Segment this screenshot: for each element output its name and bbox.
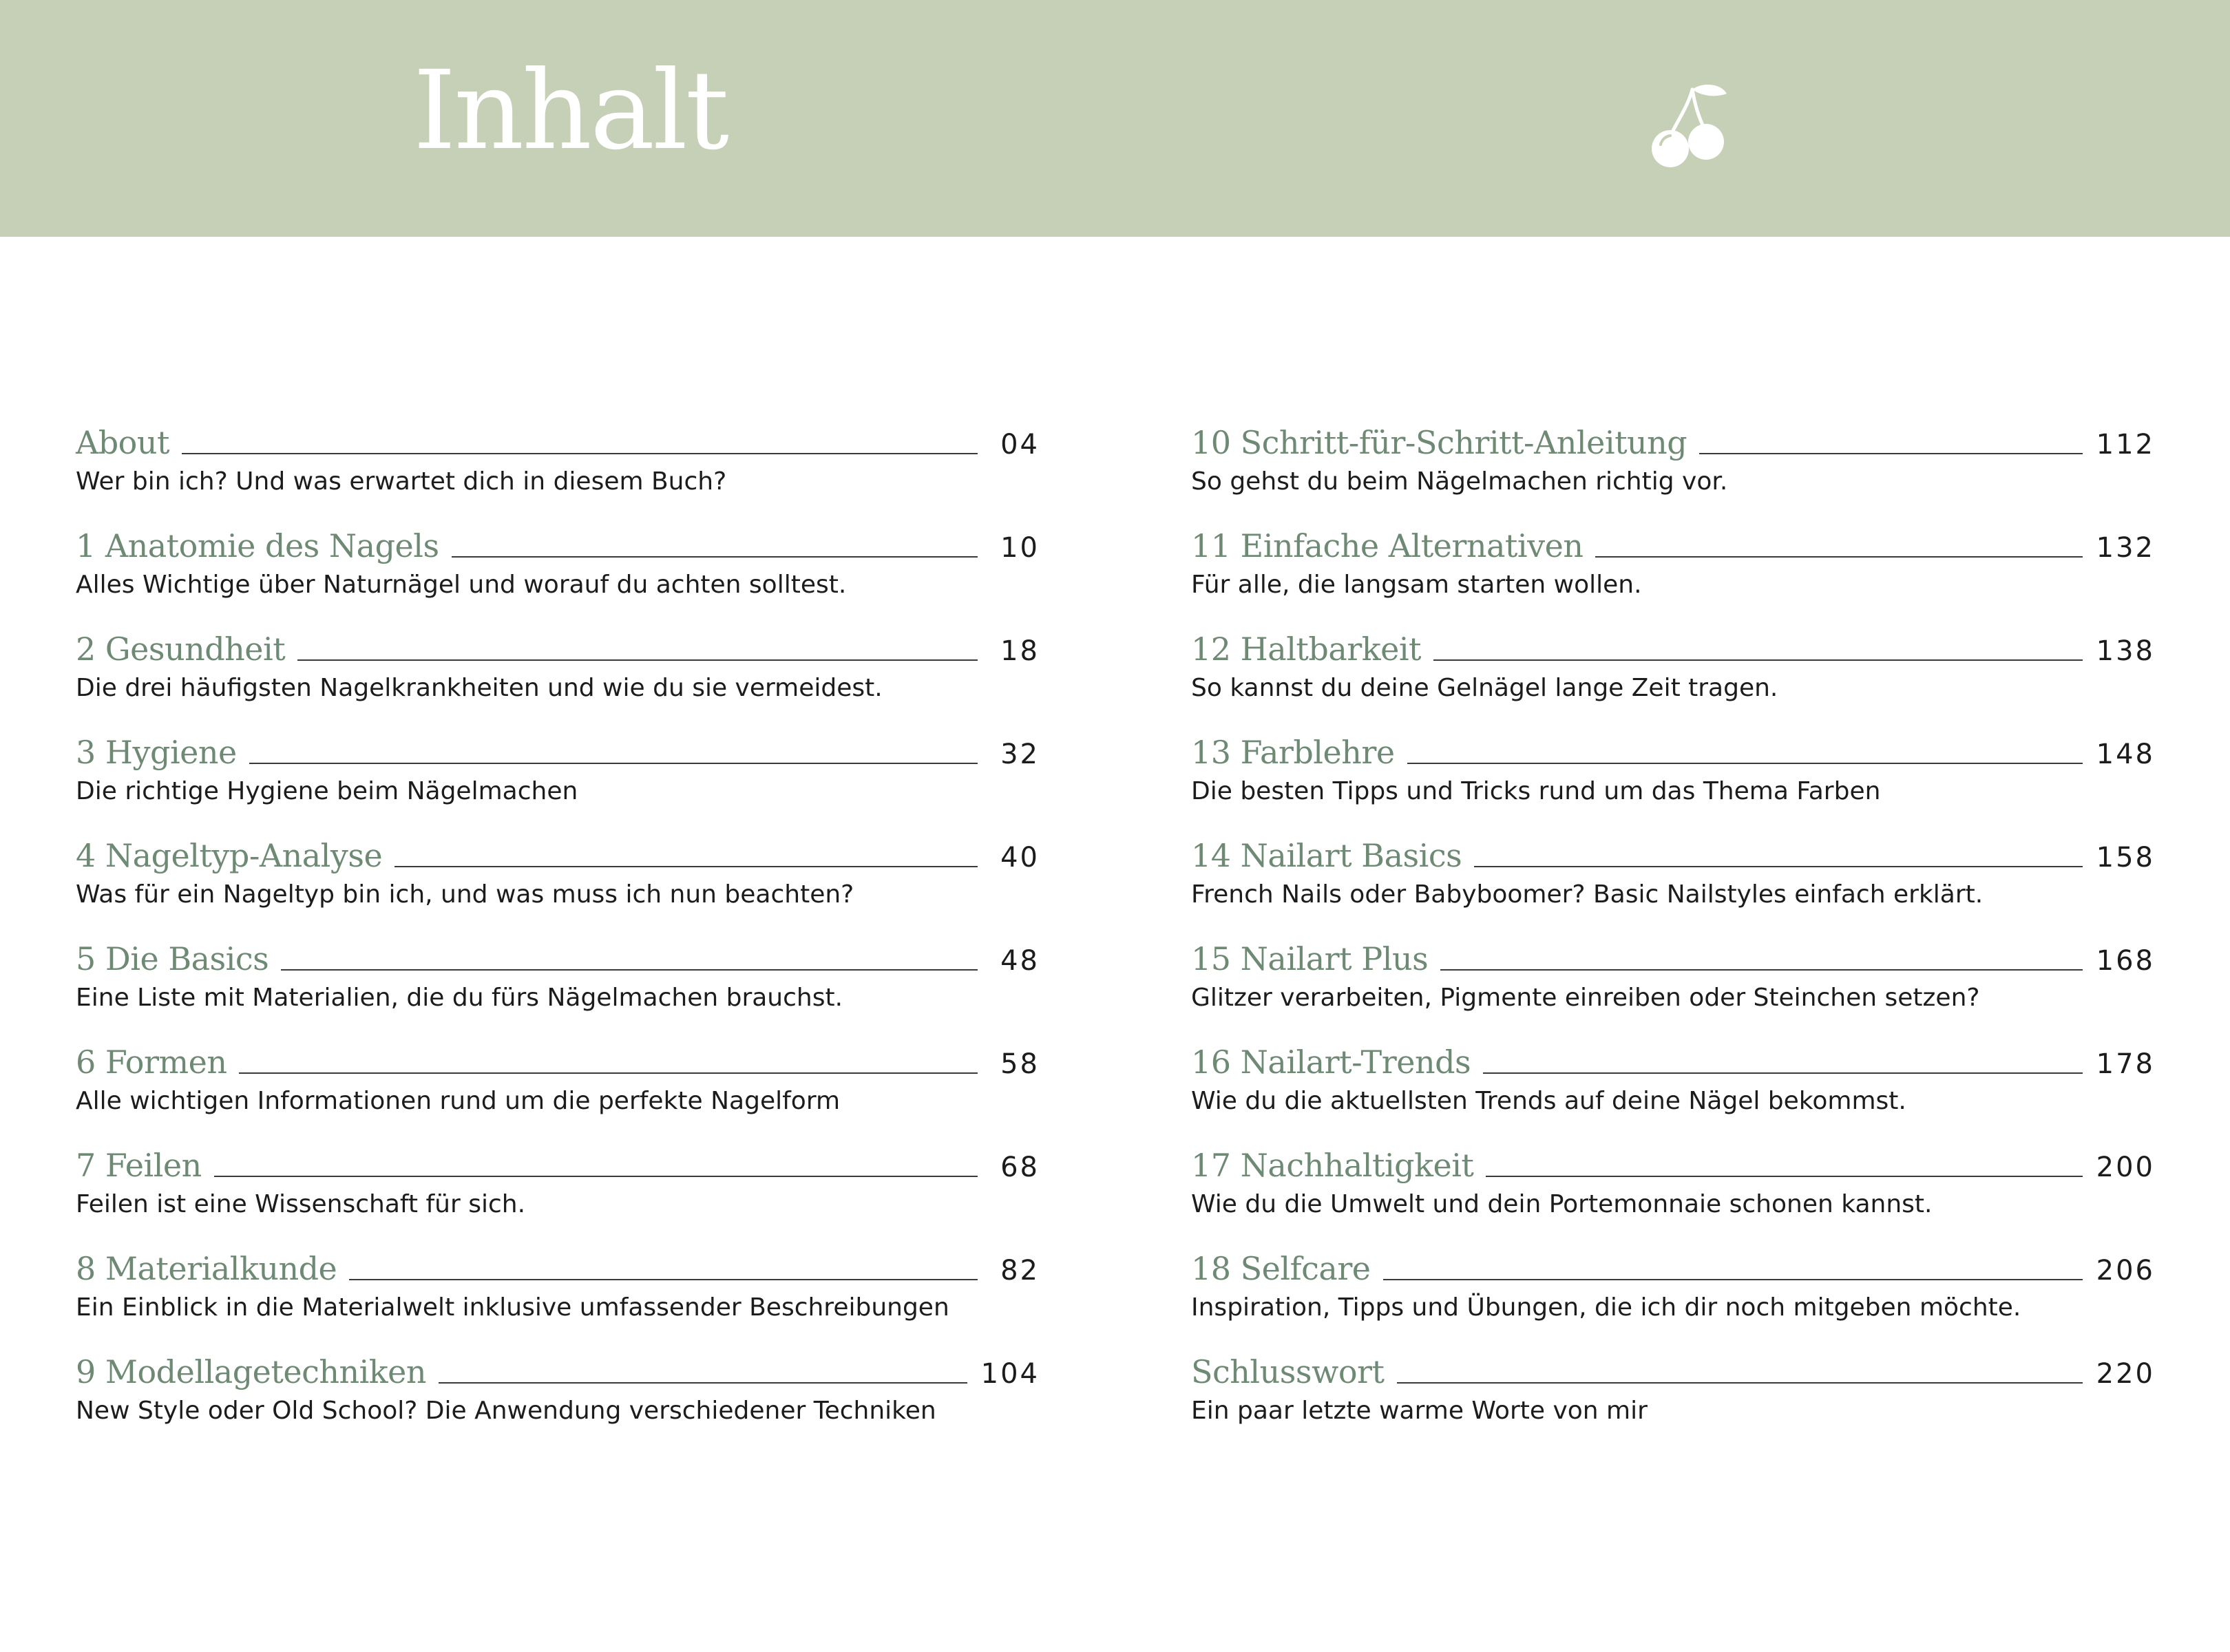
chapter-title: 1 Anatomie des Nagels xyxy=(76,527,439,564)
toc-entry[interactable] xyxy=(76,1133,1040,1236)
toc-entry[interactable] xyxy=(76,1030,1040,1133)
page-number: 04 xyxy=(1000,429,1040,460)
leader-line xyxy=(395,866,978,867)
chapter-description: Alles Wichtige über Naturnägel und worauf du achten solltest. xyxy=(76,571,847,599)
chapter-title: 5 Die Basics xyxy=(76,940,269,977)
toc-entry[interactable] xyxy=(76,720,1040,823)
toc-entry[interactable] xyxy=(1191,513,2155,617)
chapter-title: 13 Farblehre xyxy=(1191,734,1395,771)
toc-entry-heading-row xyxy=(76,1339,1040,1388)
chapter-description: Was für ein Nageltyp bin ich, und was muss ich nun beachten? xyxy=(76,880,854,909)
page-number: 104 xyxy=(980,1358,1040,1390)
toc-entry-heading-row xyxy=(76,720,1040,771)
page-number: 132 xyxy=(2096,532,2155,564)
chapter-title: 6 Formen xyxy=(76,1044,227,1081)
chapter-title: 14 Nailart Basics xyxy=(1191,837,1462,874)
toc-entry-heading-row xyxy=(76,1236,1040,1287)
leader-line xyxy=(1486,1176,2082,1177)
chapter-title: 4 Nageltyp-Analyse xyxy=(76,837,383,874)
chapter-description: So gehst du beim Nägelmachen richtig vor. xyxy=(1191,467,1728,496)
toc-column-left xyxy=(76,410,1040,1443)
page-number: 32 xyxy=(1000,739,1040,770)
chapter-title: 11 Einfache Alternativen xyxy=(1191,527,1584,564)
chapter-title: 2 Gesundheit xyxy=(76,631,286,668)
toc-entry[interactable] xyxy=(1191,1236,2155,1339)
toc-entry-heading-row xyxy=(1191,823,2155,874)
toc-entry-heading-row xyxy=(76,1030,1040,1081)
page-number: 200 xyxy=(2096,1152,2155,1183)
header-banner xyxy=(0,0,2230,237)
page-number: 112 xyxy=(2096,429,2155,460)
toc-entry[interactable] xyxy=(76,926,1040,1030)
toc-entry-heading-row xyxy=(1191,1030,2155,1081)
page-number: 168 xyxy=(2096,945,2155,977)
chapter-title: 9 Modellagetechniken xyxy=(76,1353,427,1390)
chapter-description: Die besten Tipps und Tricks rund um das Thema Farben xyxy=(1191,777,1881,805)
toc-entry-heading-row xyxy=(1191,617,2155,668)
leader-line xyxy=(182,453,978,454)
chapter-title: Schlusswort xyxy=(1191,1353,1385,1390)
toc-column-right xyxy=(1191,410,2155,1443)
chapter-description: Wie du die Umwelt und dein Portemonnaie schonen kannst. xyxy=(1191,1190,1933,1218)
page-number: 48 xyxy=(1000,945,1040,977)
leader-line xyxy=(452,556,978,558)
chapter-description: Wie du die aktuellsten Trends auf deine Nägel bekommst. xyxy=(1191,1087,1906,1115)
leader-line xyxy=(214,1176,978,1177)
toc-entry-heading-row xyxy=(76,1133,1040,1184)
chapter-description: New Style oder Old School? Die Anwendung verschiedener Techniken xyxy=(76,1397,936,1425)
leader-line xyxy=(1483,1072,2083,1074)
chapter-title: 17 Nachhaltigkeit xyxy=(1191,1147,1474,1184)
page-number: 58 xyxy=(1000,1048,1040,1080)
toc-entry-heading-row xyxy=(76,617,1040,668)
page-number: 40 xyxy=(1000,842,1040,873)
cherry-icon xyxy=(1650,78,1729,168)
chapter-description: Für alle, die langsam starten wollen. xyxy=(1191,571,1642,599)
page-number: 148 xyxy=(2096,739,2155,770)
toc-entry-heading-row xyxy=(1191,1133,2155,1184)
toc-entry[interactable] xyxy=(76,823,1040,926)
toc-entry[interactable] xyxy=(1191,410,2155,513)
chapter-title: 7 Feilen xyxy=(76,1147,202,1184)
toc-entry-heading-row xyxy=(1191,513,2155,562)
page-number: 10 xyxy=(1000,532,1040,564)
toc-entry[interactable] xyxy=(76,513,1040,617)
chapter-description: French Nails oder Babyboomer? Basic Nailstyles einfach erklärt. xyxy=(1191,880,1984,909)
toc-entry[interactable] xyxy=(1191,926,2155,1030)
page-number: 138 xyxy=(2096,635,2155,667)
toc-entry[interactable] xyxy=(1191,720,2155,823)
chapter-title: 16 Nailart-Trends xyxy=(1191,1044,1471,1081)
toc-entry[interactable] xyxy=(76,1339,1040,1443)
leader-line xyxy=(1433,659,2083,661)
chapter-title: 12 Haltbarkeit xyxy=(1191,631,1422,668)
chapter-description: Ein Einblick in die Materialwelt inklusive umfassender Beschreibungen xyxy=(76,1293,949,1322)
leader-line xyxy=(1407,763,2083,764)
toc-entry-heading-row xyxy=(76,823,1040,874)
toc-entry-heading-row xyxy=(1191,410,2155,461)
leader-line xyxy=(239,1072,978,1074)
leader-line xyxy=(1595,556,2082,558)
chapter-description: Die richtige Hygiene beim Nägelmachen xyxy=(76,777,578,805)
leader-line xyxy=(281,969,978,971)
toc-entry[interactable] xyxy=(1191,1030,2155,1133)
chapter-description: So kannst du deine Gelnägel lange Zeit tragen. xyxy=(1191,674,1778,702)
chapter-title: 10 Schritt-für-Schritt-Anleitung xyxy=(1191,424,1687,461)
page-number: 220 xyxy=(2096,1358,2155,1390)
chapter-description: Feilen ist eine Wissenschaft für sich. xyxy=(76,1190,526,1218)
page-number: 18 xyxy=(1000,635,1040,667)
chapter-title: 3 Hygiene xyxy=(76,734,237,771)
toc-entry[interactable] xyxy=(1191,1133,2155,1236)
chapter-title: About xyxy=(76,424,169,461)
chapter-description: Inspiration, Tipps und Übungen, die ich dir noch mitgeben möchte. xyxy=(1191,1293,2021,1322)
leader-line xyxy=(1474,866,2082,867)
page-number: 82 xyxy=(1000,1255,1040,1286)
chapter-title: 15 Nailart Plus xyxy=(1191,940,1429,977)
leader-line xyxy=(1440,969,2082,971)
chapter-title: 8 Materialkunde xyxy=(76,1250,337,1287)
leader-line xyxy=(1383,1279,2083,1280)
toc-entry[interactable] xyxy=(1191,823,2155,926)
page-number: 206 xyxy=(2096,1255,2155,1286)
chapter-description: Die drei häufigsten Nagelkrankheiten und wie du sie vermeidest. xyxy=(76,674,883,702)
toc-entry-heading-row xyxy=(76,926,1040,975)
toc-entry[interactable] xyxy=(76,617,1040,720)
page-number: 158 xyxy=(2096,842,2155,873)
toc-entry[interactable] xyxy=(1191,617,2155,720)
page-number: 178 xyxy=(2096,1048,2155,1080)
toc-entry-heading-row xyxy=(1191,720,2155,771)
chapter-title: 18 Selfcare xyxy=(1191,1250,1371,1287)
chapter-description: Ein paar letzte warme Worte von mir xyxy=(1191,1397,1648,1425)
toc-entry-heading-row xyxy=(76,410,1040,461)
leader-line xyxy=(1397,1382,2083,1384)
chapter-description: Alle wichtigen Informationen rund um die perfekte Nagelform xyxy=(76,1087,841,1115)
chapter-description: Eine Liste mit Materialien, die du fürs Nägelmachen brauchst. xyxy=(76,984,843,1012)
leader-line xyxy=(349,1279,978,1280)
leader-line xyxy=(439,1382,967,1384)
leader-line xyxy=(1699,453,2082,454)
toc-entry[interactable] xyxy=(1191,1339,2155,1443)
page-title: Inhalt xyxy=(413,47,728,174)
toc-entry[interactable] xyxy=(76,1236,1040,1339)
leader-line xyxy=(297,659,978,661)
page-number: 68 xyxy=(1000,1152,1040,1183)
toc-entry-heading-row xyxy=(76,513,1040,562)
toc-entry-heading-row xyxy=(1191,1236,2155,1287)
toc-entry-heading-row xyxy=(1191,1339,2155,1388)
chapter-description: Glitzer verarbeiten, Pigmente einreiben oder Steinchen setzen? xyxy=(1191,984,1980,1012)
toc-entry[interactable] xyxy=(76,410,1040,513)
toc-entry-heading-row xyxy=(1191,926,2155,975)
leader-line xyxy=(249,763,978,764)
chapter-description: Wer bin ich? Und was erwartet dich in diesem Buch? xyxy=(76,467,727,496)
